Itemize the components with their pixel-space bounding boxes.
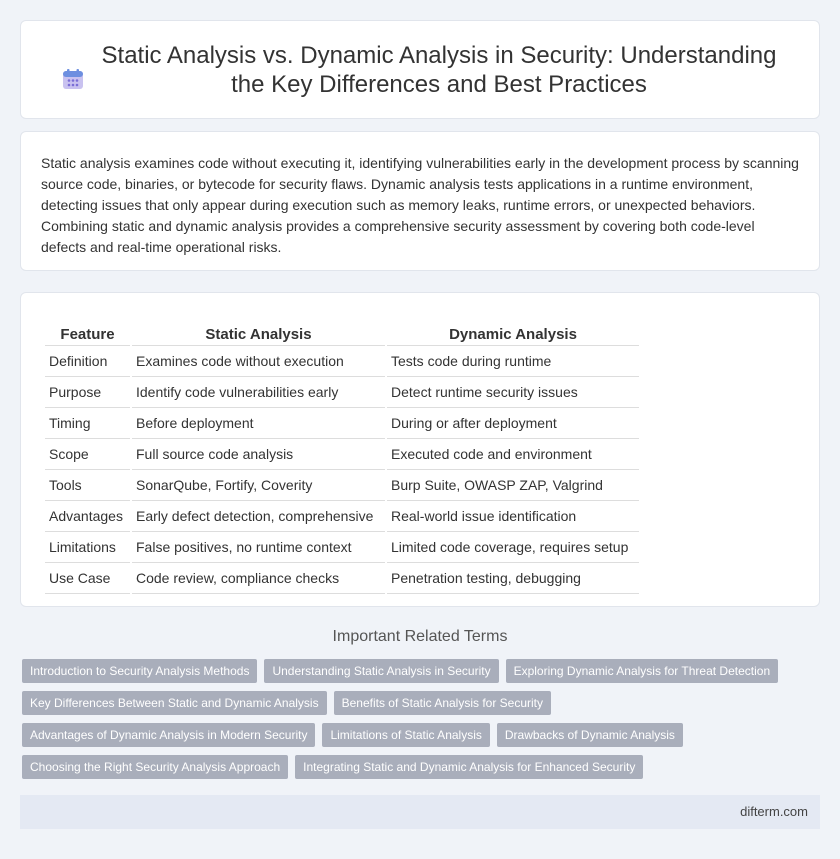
comparison-card — [20, 292, 820, 607]
column-header-static: Static Analysis — [132, 313, 385, 346]
related-terms-list — [22, 659, 822, 787]
related-term-tag[interactable]: Benefits of Static Analysis for Security — [334, 691, 551, 715]
page-title: Static Analysis vs. Dynamic Analysis in Security: Understanding the Key Differences and Best Practices — [101, 41, 777, 98]
feature-cell: Timing — [45, 408, 130, 439]
related-term-tag[interactable]: Drawbacks of Dynamic Analysis — [497, 723, 683, 747]
related-term-tag[interactable]: Integrating Static and Dynamic Analysis for Enhanced Security — [295, 755, 643, 779]
related-term-tag[interactable]: Understanding Static Analysis in Security — [264, 659, 498, 683]
related-term-tag[interactable]: Introduction to Security Analysis Methods — [22, 659, 257, 683]
related-terms-row — [22, 755, 822, 779]
title-card — [20, 20, 820, 119]
related-term-tag[interactable]: Advantages of Dynamic Analysis in Modern Security — [22, 723, 315, 747]
dynamic-cell: Limited code coverage, requires setup — [387, 532, 639, 563]
dynamic-cell: Detect runtime security issues — [387, 377, 639, 408]
column-header-dynamic: Dynamic Analysis — [387, 313, 639, 346]
table-row — [45, 346, 639, 377]
intro-card — [20, 131, 820, 271]
footer-site[interactable]: difterm.com — [740, 804, 808, 819]
feature-cell: Use Case — [45, 563, 130, 594]
calendar-icon — [61, 67, 85, 91]
feature-cell: Scope — [45, 439, 130, 470]
table-row — [45, 563, 639, 594]
static-cell: Before deployment — [132, 408, 385, 439]
feature-cell: Definition — [45, 346, 130, 377]
static-cell: Code review, compliance checks — [132, 563, 385, 594]
related-term-tag[interactable]: Limitations of Static Analysis — [322, 723, 489, 747]
dynamic-cell: Real-world issue identification — [387, 501, 639, 532]
related-terms-row — [22, 659, 822, 683]
dynamic-cell: Penetration testing, debugging — [387, 563, 639, 594]
table-row — [45, 377, 639, 408]
column-header-feature: Feature — [45, 313, 130, 346]
static-cell: Full source code analysis — [132, 439, 385, 470]
related-term-tag[interactable]: Choosing the Right Security Analysis Approach — [22, 755, 288, 779]
dynamic-cell: Executed code and environment — [387, 439, 639, 470]
static-cell: Early defect detection, comprehensive — [132, 501, 385, 532]
feature-cell: Purpose — [45, 377, 130, 408]
table-header-row — [45, 313, 639, 346]
table-row — [45, 470, 639, 501]
dynamic-cell: Tests code during runtime — [387, 346, 639, 377]
table-row — [45, 439, 639, 470]
feature-cell: Advantages — [45, 501, 130, 532]
static-cell: Examines code without execution — [132, 346, 385, 377]
related-terms-row — [22, 723, 822, 747]
intro-paragraph: Static analysis examines code without executing it, identifying vulnerabilities early in the development process by scanning source code, binaries, or bytecode for security flaws. Dynamic analysis tests applications in a runtime environment, detecting issues that only appear during execution such as memory leaks, runtime errors, or unexpected behaviors. Combining static and dynamic analysis provides a comprehensive security assessment by covering both code-level defects and real-time operational risks. — [41, 155, 799, 255]
static-cell: SonarQube, Fortify, Coverity — [132, 470, 385, 501]
feature-cell: Tools — [45, 470, 130, 501]
table-row — [45, 501, 639, 532]
footer — [20, 795, 820, 829]
dynamic-cell: During or after deployment — [387, 408, 639, 439]
comparison-table — [43, 313, 641, 594]
feature-cell: Limitations — [45, 532, 130, 563]
related-term-tag[interactable]: Exploring Dynamic Analysis for Threat Detection — [506, 659, 779, 683]
static-cell: False positives, no runtime context — [132, 532, 385, 563]
related-term-tag[interactable]: Key Differences Between Static and Dynamic Analysis — [22, 691, 327, 715]
table-row — [45, 408, 639, 439]
static-cell: Identify code vulnerabilities early — [132, 377, 385, 408]
related-terms-row — [22, 691, 822, 715]
table-row — [45, 532, 639, 563]
table-body — [45, 346, 639, 594]
dynamic-cell: Burp Suite, OWASP ZAP, Valgrind — [387, 470, 639, 501]
related-terms-heading: Important Related Terms — [332, 628, 508, 645]
